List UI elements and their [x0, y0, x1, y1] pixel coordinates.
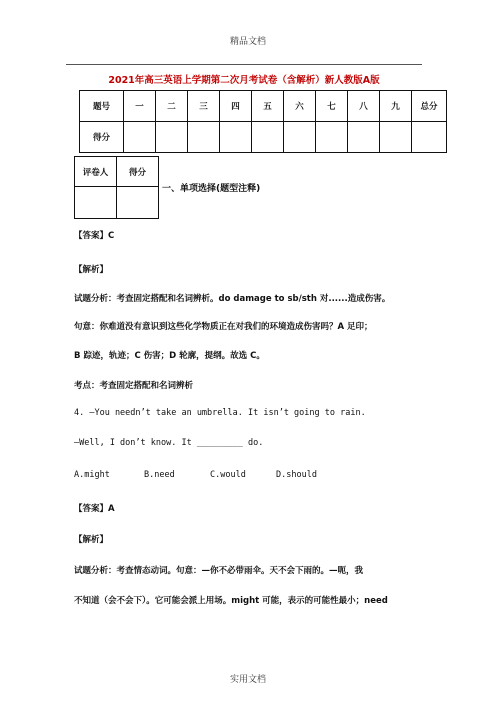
q3-analysis-line: 句意：你难道没有意识到这些化学物质正在对我们的环境造成伤害吗？A 足印；	[74, 322, 373, 332]
q4-analysis-line: 试题分析：考查情态动词。句意：—你不必带雨伞。天不会下雨的。—呃，我	[74, 566, 364, 576]
page-header: 精品文档	[229, 37, 266, 47]
score-table-score-row	[80, 122, 447, 153]
score-header-cell: 一	[124, 91, 156, 122]
score-header-cell: 四	[220, 91, 252, 122]
grader-table	[74, 156, 159, 219]
q4-option-c: C.would	[210, 470, 246, 480]
score-cell	[412, 122, 447, 153]
q3-point: 考点：考查固定搭配和名词辨析	[74, 381, 194, 391]
score-row-label: 得分	[80, 122, 124, 153]
q4-option-d: D.should	[276, 470, 317, 480]
score-header-cell: 二	[156, 91, 188, 122]
q4-answer: 【答案】A	[74, 504, 115, 514]
grader-empty-row	[75, 187, 159, 219]
score-header-cell: 六	[284, 91, 316, 122]
q3-answer: 【答案】C	[74, 231, 115, 241]
grader-cell	[117, 187, 159, 219]
header-rule	[66, 64, 422, 65]
score-cell	[156, 122, 188, 153]
q4-question-line: 4. —You needn’t take an umbrella. It isn’t going to rain.	[74, 408, 366, 418]
score-header-cell: 八	[348, 91, 380, 122]
score-header-cell: 总分	[412, 91, 447, 122]
score-header-cell: 五	[252, 91, 284, 122]
q3-analysis-line: B 踪迹，轨迹；C 伤害；D 轮廓，提纲。故选 C。	[74, 351, 265, 361]
score-cell	[188, 122, 220, 153]
grader-score-label: 得分	[117, 157, 159, 187]
q4-options	[74, 470, 317, 480]
q3-analysis-label: 【解析】	[74, 265, 109, 275]
grader-label: 评卷人	[75, 157, 117, 187]
q4-question-line: —Well, I don’t know. It _________ do.	[74, 438, 264, 448]
q4-analysis-label: 【解析】	[74, 535, 109, 545]
score-cell	[284, 122, 316, 153]
q4-option-a: A.might	[74, 470, 110, 480]
page-footer: 实用文档	[229, 675, 266, 685]
grader-header-row	[75, 157, 159, 187]
score-header-cell: 七	[316, 91, 348, 122]
score-cell	[220, 122, 252, 153]
section-title: 一、单项选择(题型注释)	[162, 184, 261, 194]
score-header-cell: 题号	[80, 91, 124, 122]
q4-analysis-line: 不知道（会不会下）。它可能会派上用场。might 可能，表示的可能性最小；need	[74, 596, 388, 606]
score-header-cell: 三	[188, 91, 220, 122]
exam-title: 2021年高三英语上学期第二次月考试卷（含解析）新人教版A版	[108, 75, 380, 86]
score-cell	[316, 122, 348, 153]
q3-analysis-line: 试题分析：考查固定搭配和名词辨析。do damage to sb/sth 对......造成伤害。	[74, 294, 391, 304]
grader-cell	[75, 187, 117, 219]
q4-option-b: B.need	[144, 470, 175, 480]
score-cell	[124, 122, 156, 153]
score-cell	[252, 122, 284, 153]
score-cell	[348, 122, 380, 153]
score-cell	[380, 122, 412, 153]
score-table-header-row	[80, 91, 447, 122]
score-table	[79, 90, 447, 153]
score-header-cell: 九	[380, 91, 412, 122]
